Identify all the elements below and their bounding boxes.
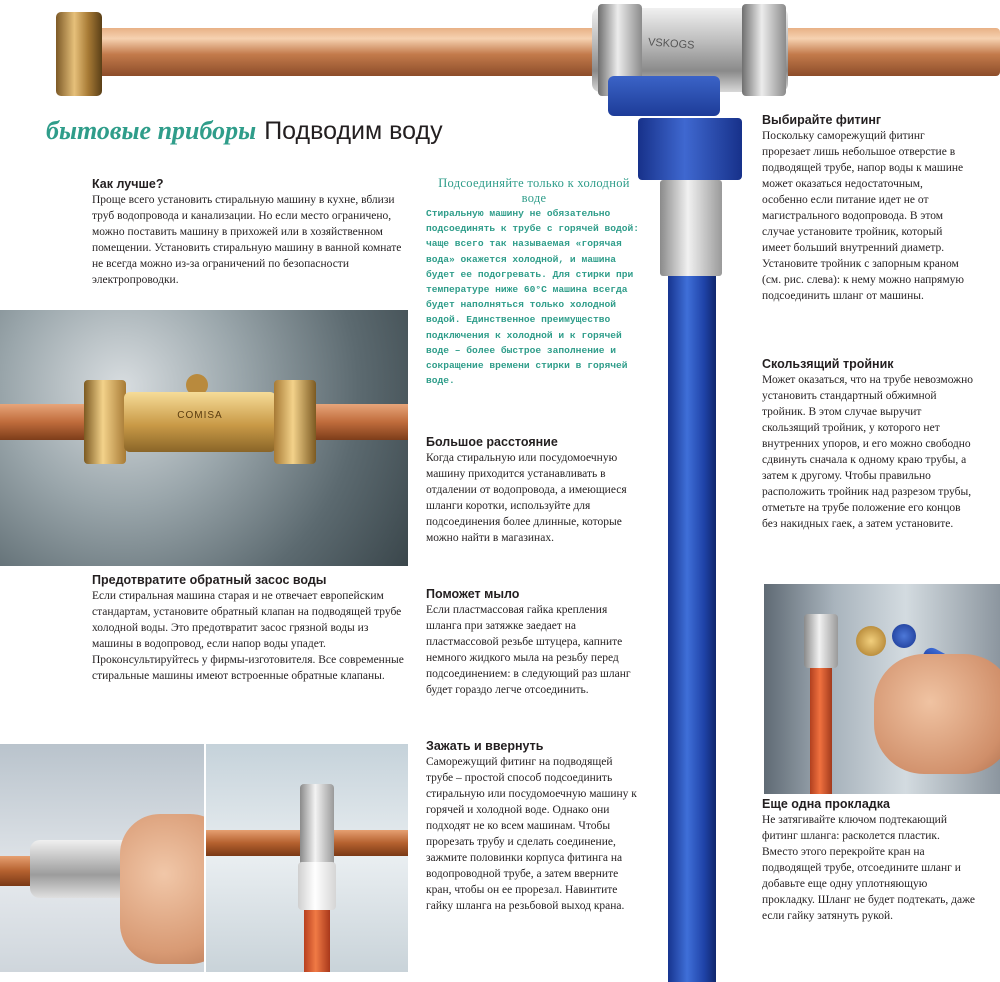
- section-heading: Как лучше?: [92, 177, 164, 191]
- section-body: Проще всего установить стиральную машину в кухне, вблизи труб водопровода и канализации. Но если место ограничено, можно поставить машину в прихожей или в хозяйственном помещении. Установить стиральную машину в ванной комнате не всегда можно из-за ограничений по безопасности электропроводки.: [92, 194, 402, 286]
- section-heading: Поможет мыло: [426, 587, 520, 601]
- blue-hose: [668, 276, 716, 982]
- section-choose-fitting: [762, 112, 970, 304]
- section-body: Если пластмассовая гайка крепления шланга при затяжке заедает на пластмассовой резьбе штуцера, капните немного жидкого мыла на резьбу перед подсоединением: в следующий раз шланг будет гораздо легче отсоединить.: [426, 604, 631, 696]
- section-body: Поскольку саморежущий фитинг прорезает лишь небольшое отверстие в подводящей трубе, напор воды к машине может оказаться недостаточным, особенно если питание идет не от магистрального водопровода. В этом случае установите тройник, который имеет больший внутренний диаметр. Установите тройник с запорным краном (см. рис. слева): к нему можно напрямую подсоединить шланг от машины.: [762, 130, 964, 302]
- check-valve-photo: [0, 310, 408, 566]
- section-heading: Скользящий тройник: [762, 357, 894, 371]
- section-backflow: [92, 572, 408, 684]
- section-body: Стиральную машину не обязательно подсоединять к трубе с горячей водой: чаще всего так называемая «горячая вода» окажется холодной, и машина будет ее подогревать. Для стирки при температуре ниже 60°С машина всегда будет наполняться только холодной водой. Единственное преимущество подключения к холодной и к горячей воде – более быстрое заполнение и сокращение времени стирки в горячей воде.: [426, 208, 640, 387]
- section-body: Когда стиральную или посудомоечную машину приходится устанавливать в отдалении от водопровода, а имеющиеся шланги коротки, используйте для подсоединения более длинные, которые можно найти в магазинах.: [426, 452, 627, 544]
- section-body: Не затягивайте ключом подтекающий фитинг шланга: расколется пластик. Вместо этого перекройте кран на подводящей трубе, отсоедините шланг и добавьте еще одну уплотняющую прокладку. Шланг не будет подтекать, даже если гайку затянуть рукой.: [762, 814, 975, 922]
- hand: [874, 654, 1000, 774]
- section-heading: Еще одна прокладка: [762, 797, 890, 811]
- brass-valve: [856, 626, 886, 656]
- tee-brand-label: VSKOGS: [647, 36, 695, 52]
- section-sliding-tee: [762, 356, 976, 532]
- copper-pipe: [60, 28, 1000, 76]
- section-heading: Подсоединяйте только к холодной воде: [438, 176, 630, 205]
- hose-fitting: [804, 614, 838, 668]
- section-body: Если стиральная машина старая и не отвечает европейским стандартам, установите обратный клапан на подводящей трубе холодной воды. Это предотвратит засос грязной воды из машины в водопровод, если напор воды упадет. Проконсультируйтесь у фирмы-изготовителя. Все современные стиральные машины имеют встроенные обратные клапаны.: [92, 590, 404, 682]
- section-body: Может оказаться, что на трубе невозможно установить стандартный обжимной тройник. В этом случае выручит скользящий тройник, у которого нет внутренних упоров, и его можно свободно сдвинуть сначала к одному краю трубы, а затем к другому. Чтобы правильно расположить тройник над разрезом трубы, отметьте на трубе положение его концов без накидных гаек, а затем установите.: [762, 374, 974, 530]
- section-gasket: [762, 796, 976, 924]
- section-heading: Зажать и ввернуть: [426, 739, 544, 753]
- section-heading: Предотвратите обратный засос воды: [92, 573, 327, 587]
- shutoff-valve-handle: [608, 76, 720, 116]
- check-valve-body: [124, 392, 276, 452]
- brass-nut: [56, 12, 102, 96]
- gasket-photo: [764, 584, 1000, 794]
- hand: [120, 814, 204, 964]
- compression-nut: [742, 4, 786, 96]
- red-hose: [810, 664, 832, 794]
- title-text: Подводим воду: [264, 117, 443, 145]
- section-clamp: [426, 738, 640, 914]
- hose-ferrule: [660, 180, 722, 276]
- hose-connector: [638, 118, 742, 180]
- section-how-better: [92, 176, 414, 288]
- section-heading: Выбирайте фитинг: [762, 113, 882, 127]
- section-soap: [426, 586, 640, 698]
- valve-brand-label: COMISA: [177, 410, 223, 421]
- hose-nut: [298, 862, 336, 910]
- section-body: Саморежущий фитинг на подводящей трубе – простой способ подсоединить стиральную или посудомоечную машину к горячей и холодной воде. Однако они подходят не ко всем машинам. Чтобы прорезать трубу и сделать соединение, зажмите половинки корпуса фитинга на водопроводной трубе, а затем вверните кран, чтобы он ее прорезал. Навинтите гайку шланга на резьбовой выход крана.: [426, 756, 637, 912]
- tee-fitting-photo: [0, 0, 1000, 112]
- page-title: [46, 116, 443, 146]
- section-heading: Большое расстояние: [426, 435, 558, 449]
- red-hose: [304, 910, 330, 972]
- category-label: бытовые приборы: [46, 116, 257, 145]
- clamp-fitting-photo: [0, 744, 204, 972]
- connected-hose-photo: [206, 744, 408, 972]
- section-long-distance: [426, 434, 640, 546]
- brass-nut: [274, 380, 316, 464]
- brass-nut: [84, 380, 126, 464]
- section-cold-only: [426, 176, 642, 388]
- blue-connector: [892, 624, 916, 648]
